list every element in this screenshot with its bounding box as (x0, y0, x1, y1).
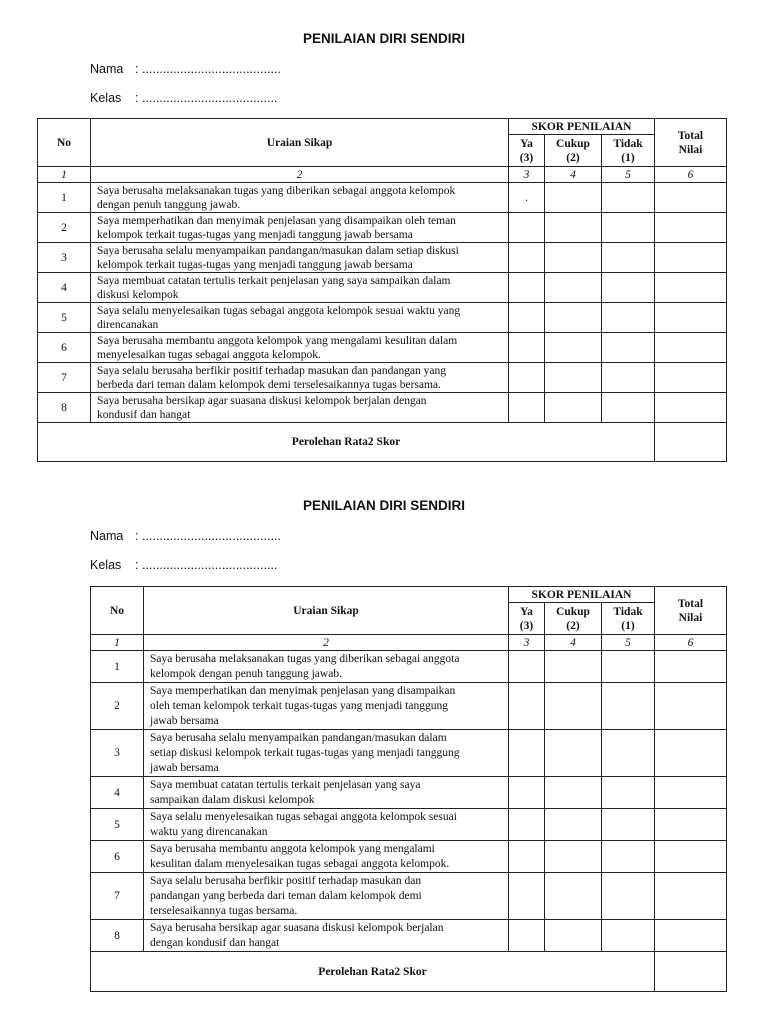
statement-line: dengan penuh tanggung jawab. (97, 198, 241, 211)
statement-row (91, 873, 727, 920)
total-nilai-cell[interactable] (655, 777, 727, 809)
score-cukup-cell[interactable] (545, 730, 602, 777)
total-nilai-cell[interactable] (655, 213, 727, 243)
statement-row (91, 683, 727, 730)
kelas-label: Kelas (90, 91, 122, 105)
row-number: 1 (91, 651, 144, 683)
average-score-cell[interactable] (655, 423, 727, 462)
col-tidak-header (602, 135, 655, 167)
statement-line: berbeda dari teman dalam kelompok demi terselesaikannya tugas bersama. (97, 378, 441, 391)
statement-row (91, 841, 727, 873)
statement-line: terselesaikannya tugas bersama. (150, 904, 298, 917)
column-number: 2 (91, 167, 509, 183)
cukup-score: (2) (566, 619, 580, 632)
statement-line: Saya berusaha bersikap agar suasana diskusi kelompok berjalan (150, 921, 444, 934)
row-number: 7 (91, 873, 144, 920)
nilai-label: Nilai (678, 143, 703, 156)
column-number: 5 (602, 635, 655, 651)
score-tidak-cell[interactable] (602, 243, 655, 273)
statement-row (38, 393, 727, 423)
cukup-label: Cukup (556, 605, 590, 618)
statement-line: Saya selalu menyelesaikan tugas sebagai anggota kelompok sesuai (150, 810, 457, 823)
statement-line: jawab bersama (150, 761, 219, 774)
score-ya-cell[interactable] (509, 730, 545, 777)
statement-line: pandangan yang berbeda dari teman dalam kelompok demi (150, 889, 422, 902)
score-tidak-cell[interactable] (602, 841, 655, 873)
score-ya-cell[interactable]: . (509, 183, 545, 213)
score-ya-cell[interactable] (509, 333, 545, 363)
score-ya-cell[interactable] (509, 841, 545, 873)
statement-text (91, 213, 509, 243)
score-cukup-cell[interactable] (545, 393, 602, 423)
statement-line: kelompok dengan penuh tanggung jawab. (150, 667, 342, 680)
statement-line: dengan kondusif dan hangat (150, 936, 280, 949)
statement-text (144, 920, 509, 952)
col-uraian-header: Uraian Sikap (144, 587, 509, 635)
score-tidak-cell[interactable] (602, 651, 655, 683)
score-cukup-cell[interactable] (545, 809, 602, 841)
total-label: Total (677, 129, 704, 142)
nilai-label: Nilai (678, 611, 703, 624)
form-title: PENILAIAN DIRI SENDIRI (302, 31, 465, 46)
average-score-label: Perolehan Rata2 Skor (38, 423, 655, 462)
statement-line: Saya berusaha membantu anggota kelompok yang mengalami kesulitan dalam (97, 334, 458, 347)
row-number: 7 (38, 363, 91, 393)
tidak-label: Tidak (613, 605, 643, 618)
score-ya-cell[interactable] (509, 651, 545, 683)
col-ya-header (509, 135, 545, 167)
kelas-value[interactable]: : ....................................... (135, 91, 278, 105)
statement-line: Saya berusaha selalu menyampaikan pandangan/masukan dalam setiap diskusi (97, 244, 459, 257)
col-uraian-header: Uraian Sikap (91, 119, 509, 167)
column-number: 4 (545, 635, 602, 651)
nama-label: Nama (90, 529, 124, 543)
row-number: 6 (91, 841, 144, 873)
score-tidak-cell[interactable] (602, 363, 655, 393)
statement-row (38, 213, 727, 243)
statement-text (144, 873, 509, 920)
statement-row (38, 303, 727, 333)
statement-row (91, 777, 727, 809)
score-ya-cell[interactable] (509, 393, 545, 423)
total-nilai-cell[interactable] (655, 273, 727, 303)
total-nilai-cell[interactable] (655, 333, 727, 363)
statement-line: Saya membuat catatan tertulis terkait penjelasan yang saya sampaikan dalam (97, 274, 451, 287)
total-nilai-cell[interactable] (655, 920, 727, 952)
ya-label: Ya (520, 137, 533, 150)
statement-text (91, 363, 509, 393)
column-number: 3 (509, 167, 545, 183)
average-score-cell[interactable] (655, 952, 727, 992)
statement-text (144, 809, 509, 841)
score-ya-cell[interactable] (509, 213, 545, 243)
col-skor-header: SKOR PENILAIAN (509, 587, 655, 603)
score-cukup-cell[interactable] (545, 841, 602, 873)
column-number: 6 (655, 635, 727, 651)
column-number: 3 (509, 635, 545, 651)
score-ya-cell[interactable] (509, 873, 545, 920)
tidak-score: (1) (621, 619, 635, 632)
score-tidak-cell[interactable] (602, 777, 655, 809)
score-tidak-cell[interactable] (602, 809, 655, 841)
score-tidak-cell[interactable] (602, 303, 655, 333)
statement-row (38, 273, 727, 303)
col-cukup-header (545, 135, 602, 167)
score-cukup-cell[interactable] (545, 303, 602, 333)
score-cukup-cell[interactable] (545, 651, 602, 683)
statement-line: Saya membuat catatan tertulis terkait penjelasan yang saya (150, 778, 421, 791)
score-tidak-cell[interactable] (602, 273, 655, 303)
total-nilai-cell[interactable] (655, 683, 727, 730)
statement-row (38, 363, 727, 393)
column-number: 1 (91, 635, 144, 651)
statement-line: sampaikan dalam diskusi kelompok (150, 793, 315, 806)
total-nilai-cell[interactable] (655, 183, 727, 213)
statement-text (91, 243, 509, 273)
score-cukup-cell[interactable] (545, 920, 602, 952)
row-number: 8 (38, 393, 91, 423)
statement-line: Saya memperhatikan dan menyimak penjelasan yang disampaikan (150, 684, 456, 697)
score-tidak-cell[interactable] (602, 213, 655, 243)
statement-line: waktu yang direncanakan (150, 825, 268, 838)
statement-line: kelompok terkait tugas-tugas yang menjadi tanggung jawab bersama (97, 258, 413, 271)
statement-text (91, 333, 509, 363)
statement-text (144, 841, 509, 873)
row-number: 8 (91, 920, 144, 952)
col-ya-header (509, 603, 545, 635)
statement-line: diskusi kelompok (97, 288, 179, 301)
score-tidak-cell[interactable] (602, 183, 655, 213)
score-ya-cell[interactable] (509, 809, 545, 841)
statement-line: direncanakan (97, 318, 159, 331)
statement-line: kelompok terkait tugas-tugas yang menjadi tanggung jawab bersama (97, 228, 413, 241)
assessment-table (37, 118, 727, 462)
cukup-score: (2) (566, 151, 580, 164)
score-cukup-cell[interactable] (545, 363, 602, 393)
column-number: 6 (655, 167, 727, 183)
assessment-table (90, 586, 727, 992)
statement-line: jawab bersama (150, 714, 219, 727)
nama-value[interactable]: : ........................................ (135, 529, 281, 543)
statement-line: Saya berusaha membantu anggota kelompok yang mengalami (150, 842, 435, 855)
kelas-value[interactable]: : ....................................... (135, 558, 278, 572)
statement-text (144, 683, 509, 730)
row-number: 2 (91, 683, 144, 730)
statement-row (38, 183, 727, 213)
nama-field (90, 62, 281, 76)
total-nilai-cell[interactable] (655, 809, 727, 841)
ya-score: (3) (519, 619, 534, 632)
row-number: 1 (38, 183, 91, 213)
statement-line: Saya berusaha selalu menyampaikan pandangan/masukan dalam (150, 731, 447, 744)
total-nilai-cell[interactable] (655, 841, 727, 873)
score-tidak-cell[interactable] (602, 730, 655, 777)
statement-line: Saya selalu menyelesaikan tugas sebagai anggota kelompok sesuai waktu yang (97, 304, 461, 317)
row-number: 5 (91, 809, 144, 841)
score-ya-cell[interactable] (509, 303, 545, 333)
statement-row (91, 651, 727, 683)
ya-score: (3) (519, 151, 534, 164)
ya-label: Ya (520, 605, 533, 618)
statement-text (144, 730, 509, 777)
kelas-field (90, 91, 277, 105)
statement-line: menyelesaikan tugas sebagai anggota kelompok. (97, 348, 321, 361)
total-nilai-cell[interactable] (655, 393, 727, 423)
score-cukup-cell[interactable] (545, 273, 602, 303)
statement-row (91, 730, 727, 777)
statement-text (91, 273, 509, 303)
statement-line: kondusif dan hangat (97, 408, 191, 421)
kelas-label: Kelas (90, 558, 122, 572)
score-cukup-cell[interactable] (545, 213, 602, 243)
nama-label: Nama (90, 62, 124, 76)
column-number: 2 (144, 635, 509, 651)
average-score-label: Perolehan Rata2 Skor (91, 952, 655, 992)
statement-row (91, 920, 727, 952)
score-tidak-cell[interactable] (602, 333, 655, 363)
score-ya-cell[interactable] (509, 243, 545, 273)
score-cukup-cell[interactable] (545, 243, 602, 273)
statement-row (38, 243, 727, 273)
row-number: 5 (38, 303, 91, 333)
score-cukup-cell[interactable] (545, 683, 602, 730)
statement-line: Saya selalu berusaha berfikir positif terhadap masukan dan pandangan yang (97, 364, 447, 377)
statement-text (144, 777, 509, 809)
row-number: 4 (91, 777, 144, 809)
statement-row (91, 809, 727, 841)
statement-line: oleh teman kelompok terkait tugas-tugas yang menjadi tanggung (150, 699, 448, 712)
score-ya-cell[interactable] (509, 683, 545, 730)
score-tidak-cell[interactable] (602, 683, 655, 730)
statement-line: Saya berusaha melaksanakan tugas yang diberikan sebagai anggota kelompok (97, 184, 456, 197)
statement-line: Saya berusaha bersikap agar suasana diskusi kelompok berjalan dengan (97, 394, 427, 407)
form-title: PENILAIAN DIRI SENDIRI (302, 498, 465, 513)
cukup-label: Cukup (556, 137, 590, 150)
total-nilai-cell[interactable] (655, 730, 727, 777)
statement-line: kesulitan dalam menyelesaikan tugas sebagai anggota kelompok. (150, 857, 450, 870)
score-tidak-cell[interactable] (602, 393, 655, 423)
statement-text (144, 651, 509, 683)
tidak-score: (1) (621, 151, 635, 164)
score-ya-cell[interactable] (509, 273, 545, 303)
statement-line: Saya memperhatikan dan menyimak penjelasan yang disampaikan oleh teman (97, 214, 456, 227)
total-nilai-cell[interactable] (655, 243, 727, 273)
statement-text (91, 303, 509, 333)
score-tidak-cell[interactable] (602, 920, 655, 952)
statement-line: Saya berusaha melaksanakan tugas yang diberikan sebagai anggota (150, 652, 460, 665)
column-number: 5 (602, 167, 655, 183)
col-total-header (655, 587, 727, 635)
total-nilai-cell[interactable] (655, 651, 727, 683)
score-ya-cell[interactable] (509, 920, 545, 952)
total-nilai-cell[interactable] (655, 873, 727, 920)
statement-text (91, 393, 509, 423)
total-label: Total (677, 597, 704, 610)
statement-row (38, 333, 727, 363)
score-cukup-cell[interactable] (545, 777, 602, 809)
col-skor-header: SKOR PENILAIAN (509, 119, 655, 135)
statement-line: Saya selalu berusaha berfikir positif terhadap masukan dan (150, 874, 422, 887)
col-tidak-header (602, 603, 655, 635)
kelas-field (90, 558, 277, 572)
nama-value[interactable]: : ........................................ (135, 62, 281, 76)
statement-text (91, 183, 509, 213)
score-cukup-cell[interactable] (545, 183, 602, 213)
score-ya-cell[interactable] (509, 363, 545, 393)
score-cukup-cell[interactable] (545, 333, 602, 363)
score-tidak-cell[interactable] (602, 873, 655, 920)
statement-line: setiap diskusi kelompok terkait tugas-tugas yang menjadi tanggung (150, 746, 460, 759)
row-number: 4 (38, 273, 91, 303)
col-total-header (655, 119, 727, 167)
total-nilai-cell[interactable] (655, 363, 727, 393)
score-cukup-cell[interactable] (545, 873, 602, 920)
nama-field (90, 529, 281, 543)
row-number: 2 (38, 213, 91, 243)
row-number: 3 (91, 730, 144, 777)
score-ya-cell[interactable] (509, 777, 545, 809)
row-number: 3 (38, 243, 91, 273)
col-cukup-header (545, 603, 602, 635)
tidak-label: Tidak (613, 137, 643, 150)
row-number: 6 (38, 333, 91, 363)
col-no-header: No (91, 587, 144, 635)
column-number: 4 (545, 167, 602, 183)
col-no-header: No (38, 119, 91, 167)
total-nilai-cell[interactable] (655, 303, 727, 333)
column-number: 1 (38, 167, 91, 183)
